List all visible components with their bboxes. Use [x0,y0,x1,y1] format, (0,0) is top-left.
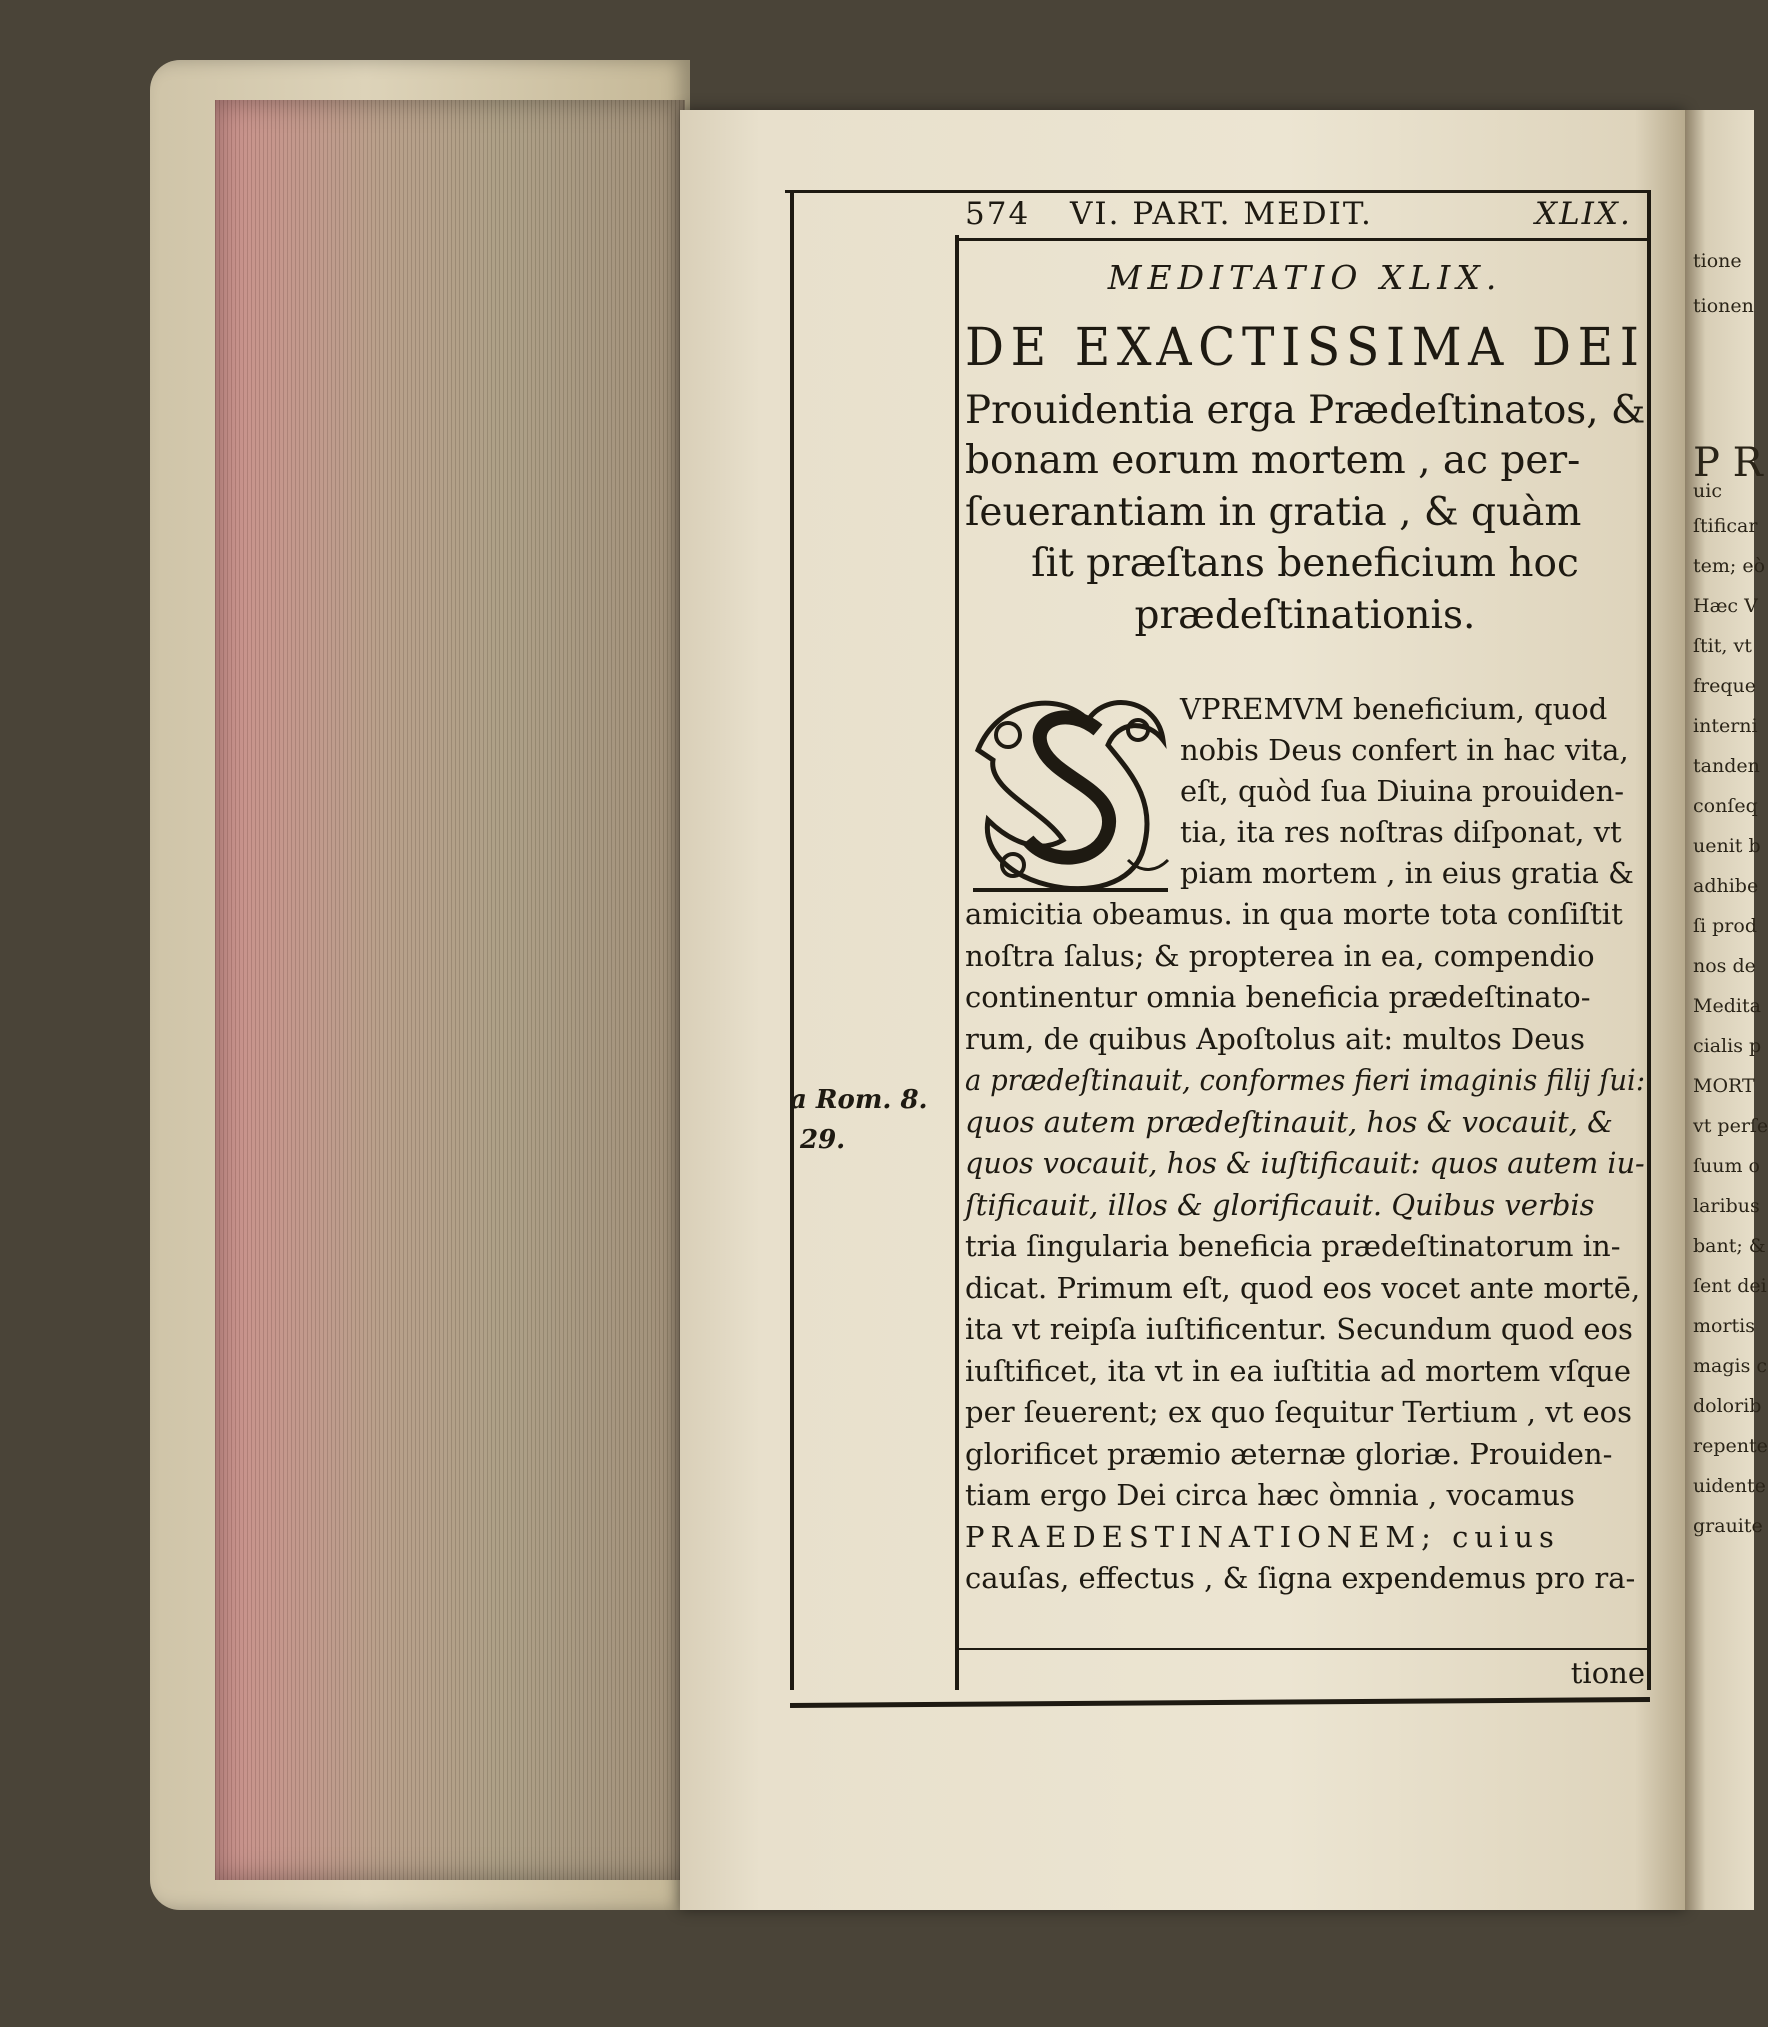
frame-outer-top [785,190,1650,193]
meditation-label: MEDITATIO XLIX. [1107,258,1503,297]
next-page-line: conſeq [1693,795,1758,817]
margin-note-ref: a Rom. 8. [790,1085,928,1115]
frame-right [1647,190,1651,1690]
next-page-line: interni [1693,715,1758,737]
next-page-line: ſuum o [1693,1155,1761,1177]
next-page-line: ſent dei [1693,1275,1767,1297]
running-head [965,196,1645,236]
body-line: tria ſingularia beneficia prædeſtinatorum in- [965,1229,1621,1263]
next-page-line: ſi prod [1693,915,1757,937]
next-page-line: tanden [1693,755,1760,777]
body-line: cauſas, effectus , & ſigna expendemus pro ra- [965,1561,1636,1595]
body-line: noſtra ſalus; & propterea in ea, compendio [965,938,1595,973]
catchword: tione [1570,1656,1645,1690]
frame-inner-left [955,235,959,1690]
next-page-line: mortis [1693,1315,1756,1337]
next-page-line: MORT [1693,1075,1755,1097]
next-page-line: tem; eò [1693,555,1766,577]
running-head-number: XLIX. [1535,196,1632,232]
next-page-line: bant; & [1693,1235,1766,1257]
body-line: ſtificauit, illos & glorificauit. Quibus verbis [965,1187,1595,1222]
page-number: 574 [965,196,1031,232]
body-line: glorificet præmio æternæ gloriæ. Prouiden- [965,1436,1613,1471]
body-line: per ſeuerent; ex quo ſequitur Tertium , vt eos [965,1395,1632,1429]
body-line: quos autem prædeſtinauit, hos & vocauit, & [965,1104,1613,1139]
next-page-line: uidente [1693,1475,1766,1497]
next-page-line: Medita [1693,995,1761,1017]
initial-line: nobis Deus confert in hac vita, [1180,733,1629,767]
next-page-line: magis c [1693,1355,1768,1377]
initial-line: piam mortem , in eius gratia & [1180,856,1634,890]
frame-bottom [955,1648,1647,1650]
frame-head-rule [955,238,1650,241]
frame-outer-left [790,190,794,1690]
next-page-line: vt perſe [1693,1115,1768,1137]
running-head-part: VI. PART. MEDIT. [1070,196,1373,232]
heading-line: ſeuerantiam in gratia , & quàm [965,490,1582,535]
heading-line: Prouidentia erga Prædeſtinatos, & [965,388,1646,433]
body-line: quos vocauit, hos & iuſtificauit: quos autem iu- [965,1146,1645,1180]
margin-note-verse: 29. [800,1125,846,1155]
next-page-line: tione [1693,250,1742,272]
next-page-line: uic [1693,480,1722,502]
next-page-line: P R [1693,440,1763,486]
next-page-line: ſtificar [1693,515,1758,537]
body-line: a prædeſtinauit, conformes fieri imaginis filij ſui: [965,1063,1646,1097]
body-line: ita vt reipſa iuſtificentur. Secundum quod eos [965,1312,1633,1346]
next-page-line: Hæc V [1693,595,1758,617]
page-fore-edge [215,100,685,1880]
next-page-line: freque [1693,675,1757,697]
next-page-line: uenit b [1693,835,1761,857]
next-page-edge [1685,110,1768,1910]
next-page-line: ſtit, vt [1693,635,1752,657]
heading-line: ſit præſtans beneficium hoc [1031,541,1579,586]
body-line: tiam ergo Dei circa hæc òmnia , vocamus [965,1478,1575,1512]
initial-line: VPREMVM beneficium, quod [1180,692,1608,726]
next-page-line: laribus [1693,1195,1760,1217]
next-page-line: nos de [1693,955,1756,977]
next-page-line: tionen [1693,295,1754,317]
body-line: PRAEDESTINATIONEM; cuius [965,1519,1560,1554]
heading-line: prædeſtinationis. [1134,593,1476,638]
heading-line: DE EXACTISSIMA DEI [965,318,1646,378]
body-line: continentur omnia beneficia prædeſtinato- [965,980,1591,1014]
decorated-initial-s [968,690,1173,900]
initial-line: eſt, quòd ſua Diuina prouiden- [1180,774,1625,808]
body-line: rum, de quibus Apoſtolus ait: multos Deus [965,1021,1585,1056]
body-line: dicat. Primum eſt, quod eos vocet ante mortē, [965,1270,1641,1305]
next-page-line: grauite [1693,1515,1763,1537]
body-line: iuſtificet, ita vt in ea iuſtitia ad mortem vſque [965,1353,1631,1388]
initial-line: tia, ita res noſtras diſponat, vt [1180,815,1622,849]
next-page-line: repente [1693,1435,1768,1457]
next-page-line: adhibe [1693,875,1759,897]
heading-line: bonam eorum mortem , ac per- [965,438,1581,483]
body-line: amicitia obeamus. in qua morte tota conſiſtit [965,897,1623,931]
next-page-line: cialis p [1693,1035,1762,1057]
next-page-line: dolorib [1693,1395,1762,1417]
